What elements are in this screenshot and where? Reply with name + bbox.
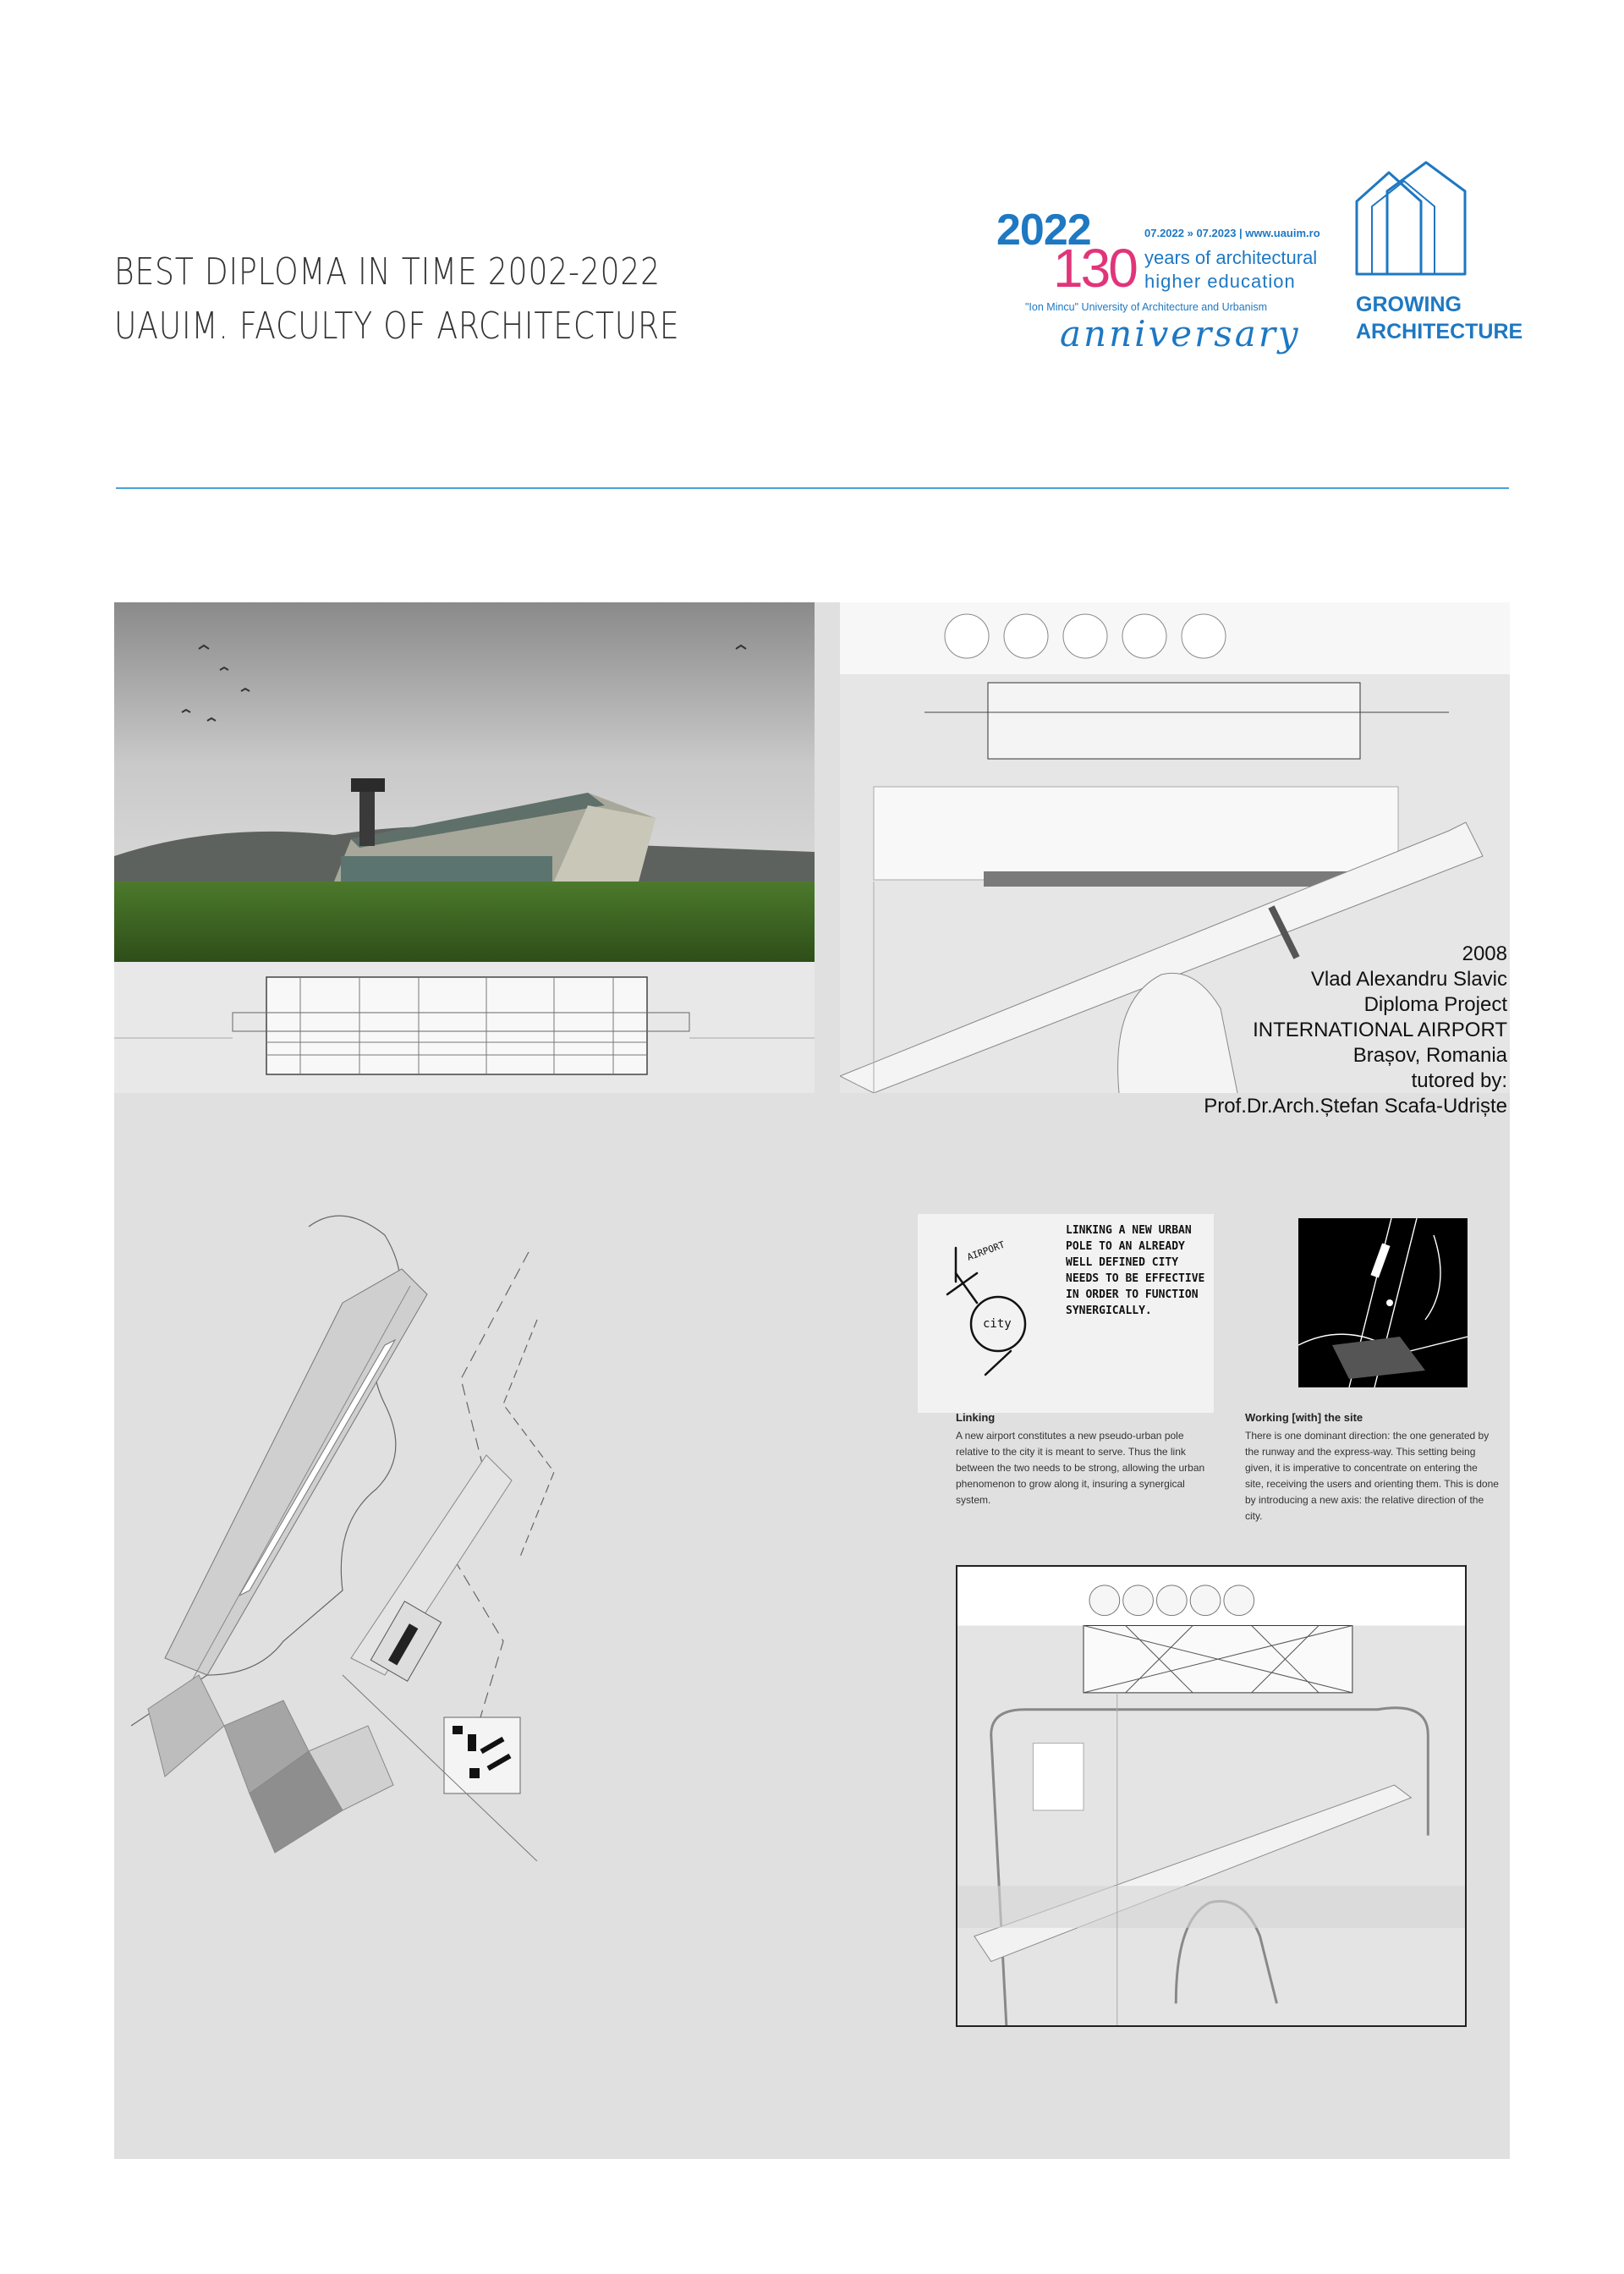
title-line-2: UAUIM. FACULTY OF ARCHITECTURE bbox=[114, 305, 680, 348]
figure-ground-map bbox=[1298, 1218, 1468, 1387]
architecture-label: ARCHITECTURE bbox=[1356, 320, 1523, 343]
linking-body: A new airport constitutes a new pseudo-urban pole relative to the city it is meant to serve. Thus the link between the two needs to be strong, allowing the urban phenomenon to grow along it, insuring a synergical system. bbox=[956, 1430, 1205, 1506]
title-line-1: BEST DIPLOMA IN TIME 2002-2022 bbox=[114, 250, 661, 294]
anniversary-line-1: years of architectural bbox=[1144, 247, 1318, 268]
floor-plan-underground bbox=[114, 962, 815, 1093]
project-name: INTERNATIONAL AIRPORT bbox=[1253, 1019, 1507, 1041]
linking-title: Linking bbox=[956, 1411, 996, 1424]
site-masterplan bbox=[131, 1201, 723, 1861]
anniversary-word: anniversary bbox=[1060, 313, 1301, 354]
project-info bbox=[1204, 942, 1507, 1119]
anniversary-line-2: higher education bbox=[1144, 271, 1296, 292]
sketch-airport-label: AIRPORT bbox=[965, 1239, 1007, 1263]
project-year: 2008 bbox=[1462, 942, 1507, 965]
project-tutor: Prof.Dr.Arch.Ștefan Scafa-Udriște bbox=[1204, 1095, 1507, 1118]
growing-label: GROWING bbox=[1356, 293, 1462, 316]
project-type: Diploma Project bbox=[1363, 993, 1507, 1016]
anniversary-number: 130 bbox=[1053, 238, 1136, 299]
tutored-label: tutored by: bbox=[1411, 1069, 1507, 1092]
working-title: Working [with] the site bbox=[1245, 1411, 1363, 1424]
departures-level-plan bbox=[956, 1565, 1467, 2027]
sketch-city-label: city bbox=[983, 1317, 1012, 1331]
anniversary-university: "Ion Mincu" University of Architecture and Urbanism bbox=[1025, 301, 1268, 313]
working-body: There is one dominant direction: the one generated by the runway and the express-way. This setting being given, it is imperative to concentrate on entering the site, receiving the users and orienting them. This is done by introducing a new axis: the relative direction of the city. bbox=[1245, 1430, 1499, 1522]
linking-sketch bbox=[918, 1214, 1214, 1413]
page-title bbox=[114, 245, 679, 354]
project-author: Vlad Alexandru Slavic bbox=[1310, 968, 1507, 991]
anniversary-year: 2022 bbox=[996, 206, 1091, 255]
header-divider bbox=[116, 487, 1509, 489]
airport-rendering bbox=[114, 602, 815, 962]
project-location: Brașov, Romania bbox=[1352, 1044, 1507, 1067]
house-outline-icon bbox=[1353, 157, 1497, 280]
anniversary-dates: 07.2022 » 07.2023 | www.uauim.ro bbox=[1144, 227, 1320, 239]
sketch-note: LINKING A NEW URBAN POLE TO AN ALREADY WELL DEFINED CITY NEEDS TO BE EFFECTIVE IN ORDER TO FUNCTION SYNERGICALLY. bbox=[1066, 1224, 1205, 1317]
